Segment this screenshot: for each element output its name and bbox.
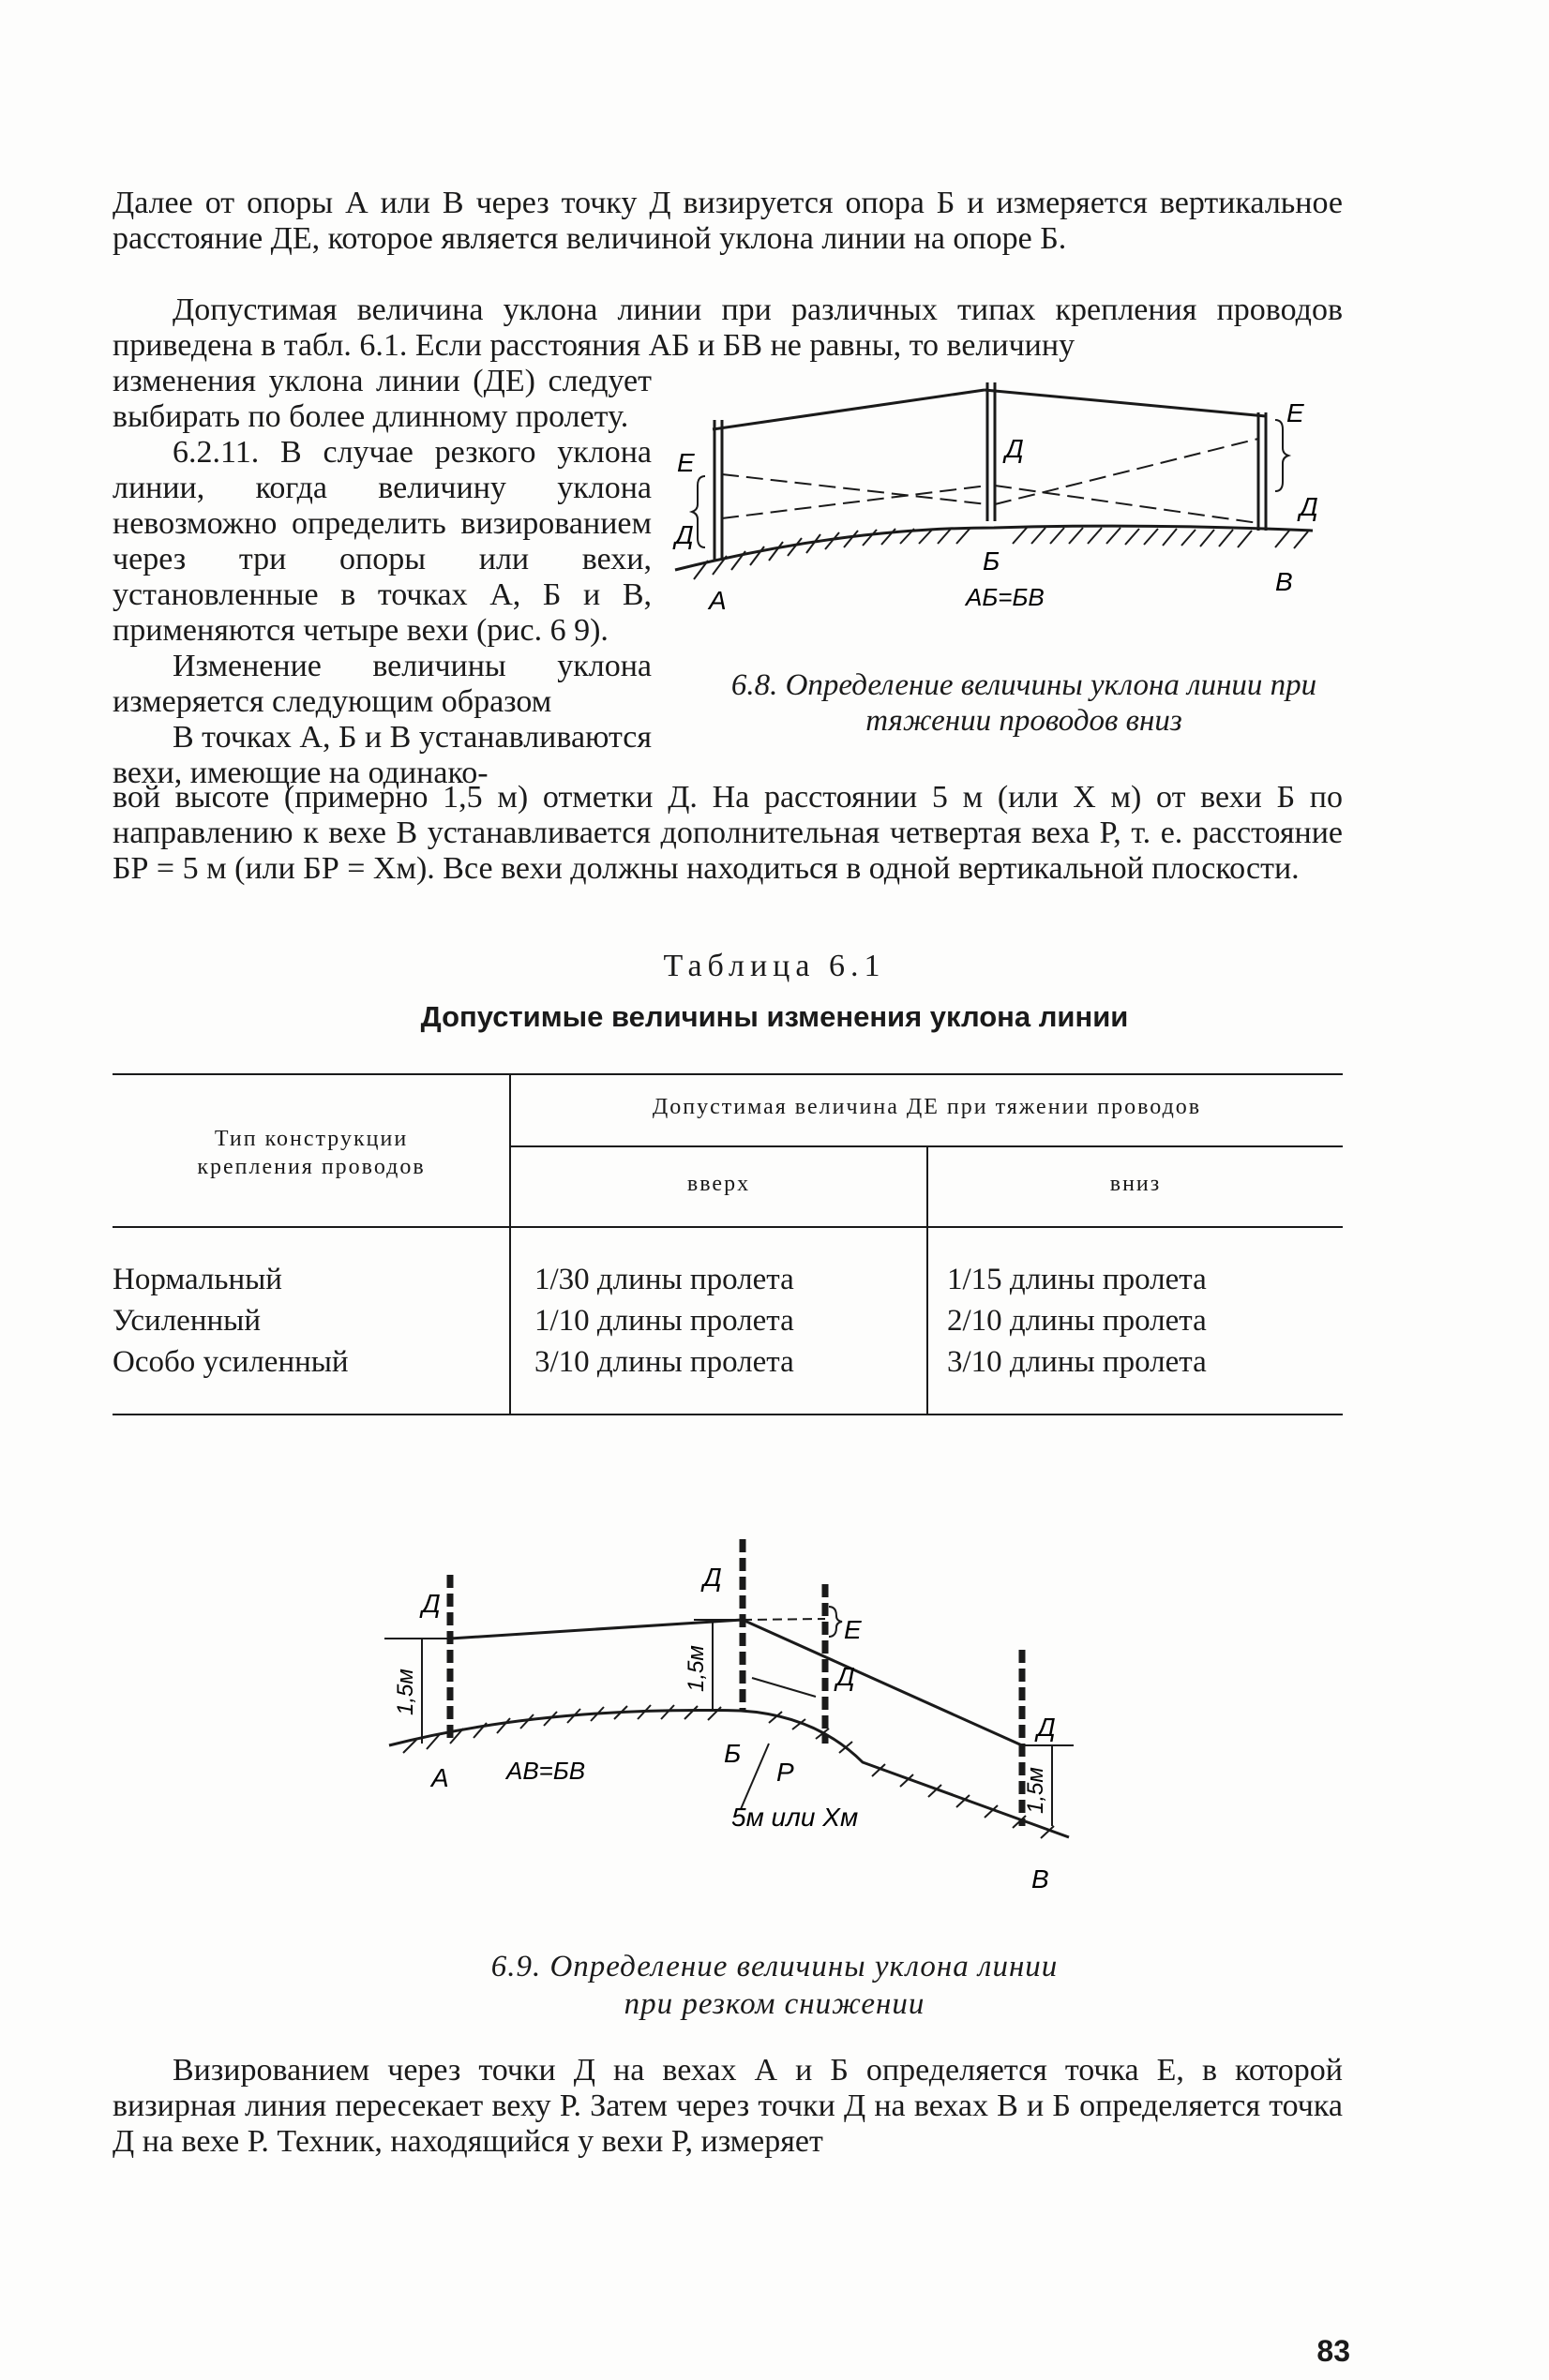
fig69-label-h3: 1,5м: [1023, 1767, 1048, 1814]
paragraph-5: вой высоте (примерно 1,5 м) отметки Д. На расстоянии 5 м (или X м) от вехи Б по направлению к вехе В устанавливается дополнительная четвертая веха Р, т. е. расстояние БР = 5 м (или БР = Xм). Все вехи должны находиться в одной вертикальной плоскости.: [113, 780, 1343, 886]
table-cell-down: 3/10 длины пролета: [947, 1345, 1207, 1379]
fig69-label-d4: Д: [1037, 1713, 1056, 1742]
fig68-label-e-right: Е: [1286, 398, 1304, 427]
fig68-label-eq: АБ=БВ: [966, 583, 1045, 611]
fig68-label-d-left: Д: [675, 520, 694, 549]
figure-6-9-caption: 6.9. Определение величины уклона линии при резком снижении: [490, 1950, 1059, 2021]
page-number: 83: [1316, 2334, 1350, 2368]
table-row: Нормальный: [113, 1263, 282, 1296]
table-col-down: [947, 1259, 1207, 1383]
fig69-label-eq: АВ=БВ: [506, 1757, 586, 1785]
paragraph-1: Далее от опоры А или В через точку Д визируется опора Б и измеряется вертикальное расстояние ДЕ, которое является величиной уклона линии на опоре Б.: [113, 186, 1343, 256]
fig69-label-v: В: [1031, 1864, 1049, 1894]
paragraph-6: Визированием через точки Д на вехах А и Б определяется точка Е, в которой визирная линия пересекает веху Р. Затем через точки Д на вехах В и Б определяется точка Д на вехе Р. Техник, находящийся у вехи Р, измеряет: [113, 2053, 1343, 2159]
fig69-label-h2: 1,5м: [684, 1645, 709, 1692]
table-title: Допустимые величины изменения уклона линии: [420, 1000, 1129, 1033]
fig68-label-v: В: [1275, 567, 1293, 596]
table-top-rule: [113, 1073, 1343, 1075]
fig69-label-dist: 5м или Хм: [731, 1803, 859, 1832]
figure-6-8-diagram: [656, 373, 1350, 654]
wrapped-text-column: изменения уклона линии (ДЕ) следует выбирать по более длинному пролету. 6.2.11. В случае резкого уклона линии, когда величину уклона невозможно определить визированием через три опоры или вехи, установленные в точках А, Б и В, применяются четыре вехи (рис. 6 9). Изменение величины уклона измеряется следующим образом В точках А, Б и В устанавливаются вехи, имеющие на одинако-: [113, 364, 653, 790]
fig69-label-d2: Д: [703, 1563, 722, 1592]
fig69-label-d3: Д: [836, 1662, 855, 1691]
fig68-label-b: Б: [983, 546, 1000, 576]
fig69-label-p: Р: [776, 1758, 794, 1787]
table-bottom-rule: [113, 1414, 1343, 1415]
fig68-label-e-left: Е: [677, 448, 695, 477]
table-col-up: [534, 1259, 794, 1383]
table-cell-up: 1/10 длины пролета: [534, 1304, 794, 1338]
fig68-label-a: А: [709, 586, 727, 615]
fig69-label-b: Б: [724, 1739, 742, 1768]
table-header-down: вниз: [1109, 1172, 1162, 1196]
fig69-label-h1: 1,5м: [393, 1669, 418, 1715]
table-header-up: вверх: [686, 1172, 751, 1196]
table-col-type: [113, 1259, 349, 1383]
figure-6-9-diagram: [375, 1528, 1125, 1903]
table-row: Особо усиленный: [113, 1345, 349, 1379]
table-cell-up: 3/10 длины пролета: [534, 1345, 794, 1379]
table-cell-up: 1/30 длины пролета: [534, 1263, 794, 1296]
fig69-label-a: А: [431, 1763, 449, 1792]
table-header-type: Тип конструкции крепления проводов: [197, 1127, 426, 1179]
table-cell-down: 2/10 длины пролета: [947, 1304, 1207, 1338]
fig69-label-e: Е: [844, 1615, 862, 1644]
fig68-label-d-mid: Д: [1005, 434, 1024, 463]
table-cell-down: 1/15 длины пролета: [947, 1263, 1207, 1296]
table-row: Усиленный: [113, 1304, 261, 1338]
table-header-group: Допустимая величина ДЕ при тяжении проводов: [652, 1095, 1202, 1119]
fig69-label-d1: Д: [422, 1589, 441, 1618]
paragraph-2: Допустимая величина уклона линии при различных типах крепления проводов приведена в табл. 6.1. Если расстояния АБ и БВ не равны, то величину: [113, 292, 1343, 363]
table-number: Таблица 6.1: [663, 949, 886, 983]
fig68-label-d-right: Д: [1300, 492, 1318, 521]
table-header-rule: [113, 1226, 1343, 1228]
figure-6-8-caption: 6.8. Определение величины уклона линии при тяжении проводов вниз: [730, 668, 1317, 738]
